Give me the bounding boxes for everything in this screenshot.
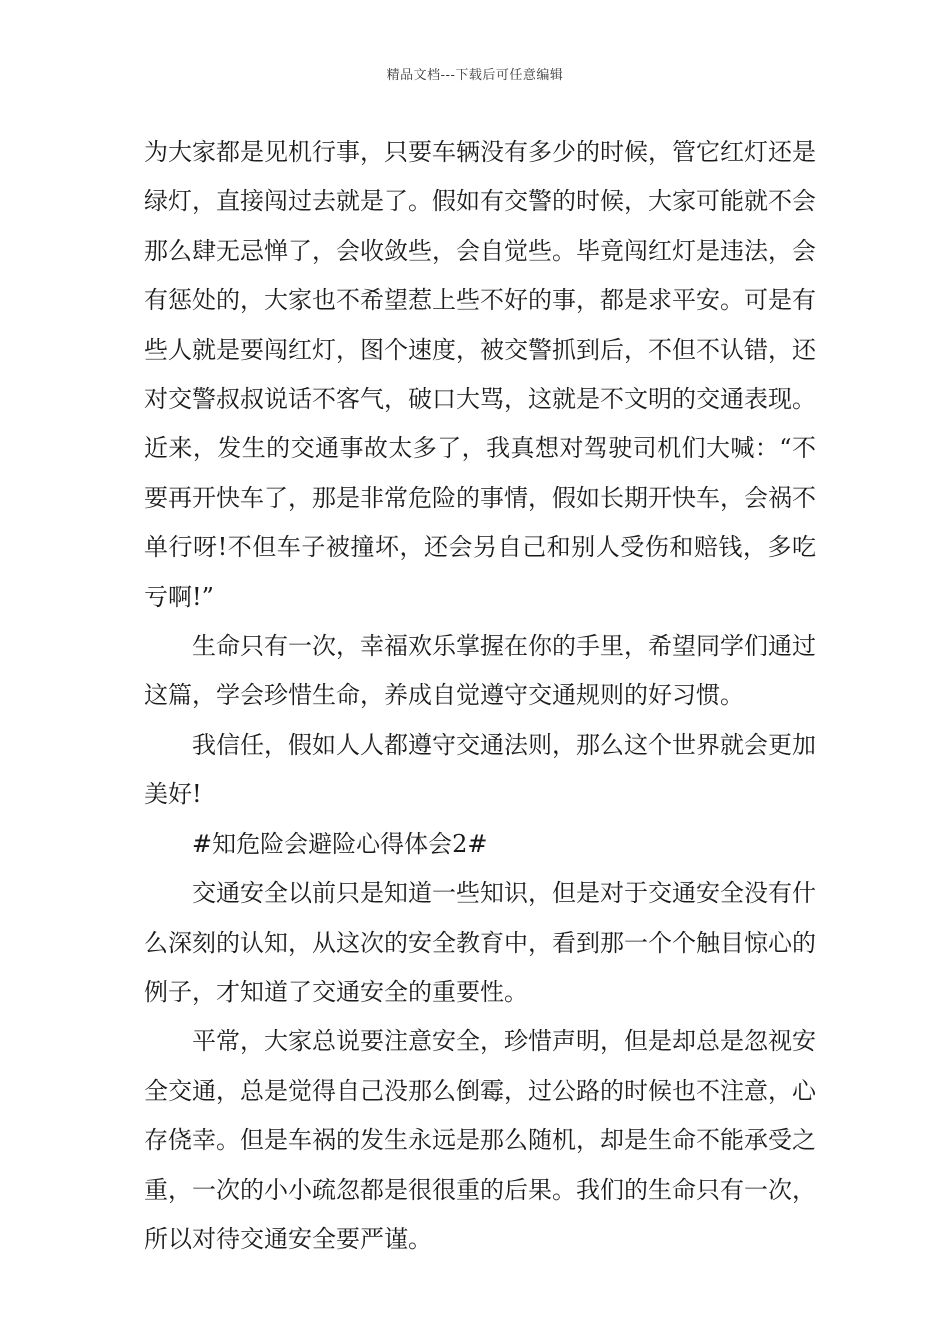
paragraph-3: 我信任，假如人人都遵守交通法则，那么这个世界就会更加美好! bbox=[144, 730, 816, 809]
paragraph-4: 交通安全以前只是知道一些知识，但是对于交通安全没有什么深刻的认知，从这次的安全教育中，看到那一个个触目惊心的例子，才知道了交通安全的重要性。 bbox=[144, 879, 816, 1006]
document-body bbox=[144, 128, 816, 1264]
section-heading: #知危险会避险心得体会2# bbox=[192, 829, 488, 858]
page-header: 精品文档---下载后可任意编辑 bbox=[386, 68, 564, 83]
paragraph-2: 生命只有一次，幸福欢乐掌握在你的手里，希望同学们通过这篇，学会珍惜生命，养成自觉遵守交通规则的好习惯。 bbox=[144, 632, 816, 710]
paragraph-1: 为大家都是见机行事，只要车辆没有多少的时候，管它红灯还是绿灯，直接闯过去就是了。假如有交警的时候，大家可能就不会那么肆无忌惮了，会收敛些，会自觉些。毕竟闯红灯是违法，会有惩处的，大家也不希望惹上些不好的事，都是求平安。可是有些人就是要闯红灯，图个速度，被交警抓到后，不但不认错，还对交警叔叔说话不客气，破口大骂，这就是不文明的交通表现。近来，发生的交通事故太多了，我真想对驾驶司机们大喊：“不要再开快车了，那是非常危险的事情，假如长期开快车，会祸不单行呀!不但车子被撞坏，还会另自己和别人受伤和赔钱，多吃亏啊!” bbox=[144, 138, 816, 611]
paragraph-5: 平常，大家总说要注意安全，珍惜声明，但是却总是忽视安全交通，总是觉得自己没那么倒霉，过公路的时候也不注意，心存侥幸。但是车祸的发生永远是那么随机，却是生命不能承受之重，一次的小小疏忽都是很很重的后果。我们的生命只有一次，所以对待交通安全要严谨。 bbox=[144, 1027, 816, 1253]
